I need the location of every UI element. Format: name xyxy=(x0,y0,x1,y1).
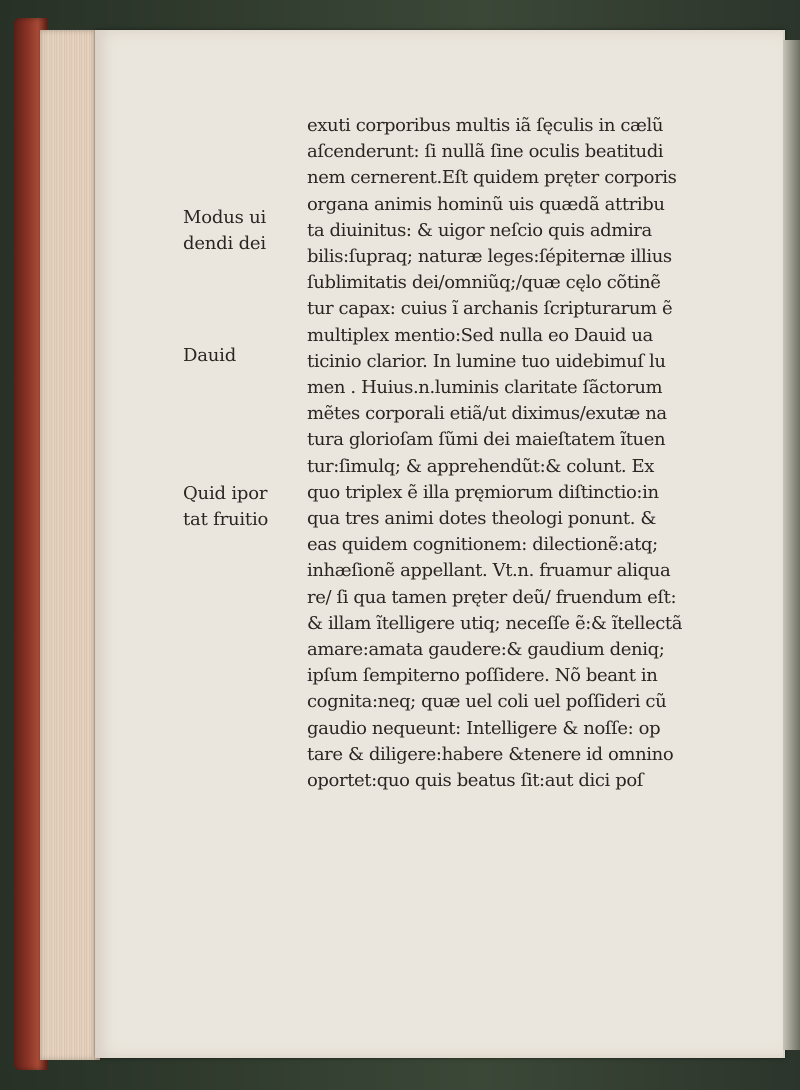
margin-note-line: tat fruitio xyxy=(183,509,269,531)
margin-note-line: dendi dei xyxy=(183,233,266,255)
page-edges xyxy=(40,30,100,1060)
text-line: ſublimitatis dei/omniũq;/quæ cęlo cõtinẽ xyxy=(307,272,661,294)
text-line: ticinio clarior. In lumine tuo uidebimuſ lu xyxy=(307,350,666,372)
text-line: eas quidem cognitionem: dilectionẽ:atq; xyxy=(307,534,658,556)
text-line: quo triplex ẽ illa pręmiorum diſtinctio:in xyxy=(307,481,659,503)
text-line: multiplex mentio:Sed nulla eo Dauid ua xyxy=(307,324,653,346)
text-line: organa animis hominũ uis quædã attribu xyxy=(307,193,665,215)
margin-note-line: Modus ui xyxy=(183,207,267,228)
text-line: oportet:quo quis beatus ſit:aut dici poſ xyxy=(307,770,644,792)
text-line: tur:ſimulq; & apprehendũt:& colunt. Ex xyxy=(307,455,655,477)
margin-note-line: Quid ipor xyxy=(183,483,268,504)
margin-note xyxy=(183,481,298,533)
text-line: aſcenderunt: ſi nullã ſine oculis beatitudi xyxy=(307,141,664,163)
text-line: exuti corporibus multis iã ſęculis in cælũ xyxy=(307,115,664,136)
text-line: mẽtes corporali etiã/ut diximus/exutæ na xyxy=(307,403,667,425)
margin-note xyxy=(183,205,298,257)
text-line: qua tres animi dotes theologi ponunt. & xyxy=(307,508,656,530)
text-line: amare:amata gaudere:& gaudium deniq; xyxy=(307,639,665,661)
text-line: ta diuinitus: & uigor neſcio quis admira xyxy=(307,219,652,241)
body-text xyxy=(307,113,702,794)
text-line: tura glorioſam ſũmi dei maieſtatem ĩtuen xyxy=(307,429,666,451)
text-line: tare & diligere:habere &tenere id omnino xyxy=(307,743,674,765)
text-line: ipſum ſempiterno poſſidere. Nõ beant in xyxy=(307,665,658,687)
text-line: inhæſionẽ appellant. Vt.n. fruamur aliqua xyxy=(307,560,671,582)
text-line: re/ ſi qua tamen pręter deũ/ fruendum eſt: xyxy=(307,586,677,608)
text-line: gaudio nequeunt: Intelligere & noſſe: op xyxy=(307,717,661,739)
margin-note-line: Dauid xyxy=(183,345,237,366)
facing-page-edge xyxy=(783,40,800,1050)
margin-note xyxy=(183,343,298,369)
text-line: cognita:neq; quæ uel coli uel poſſideri cũ xyxy=(307,691,667,713)
text-line: nem cernerent.Eſt quidem pręter corporis xyxy=(307,167,677,189)
text-line: men . Huius.n.luminis claritate ſãctorum xyxy=(307,377,663,399)
text-line: bilis:ſupraq; naturæ leges:ſépiternæ illius xyxy=(307,246,672,268)
text-line: & illam ĩtelligere utiq; neceſſe ẽ:& ĩtellectã xyxy=(307,612,683,634)
text-line: tur capax: cuius ĩ archanis ſcripturarum ẽ xyxy=(307,298,673,320)
